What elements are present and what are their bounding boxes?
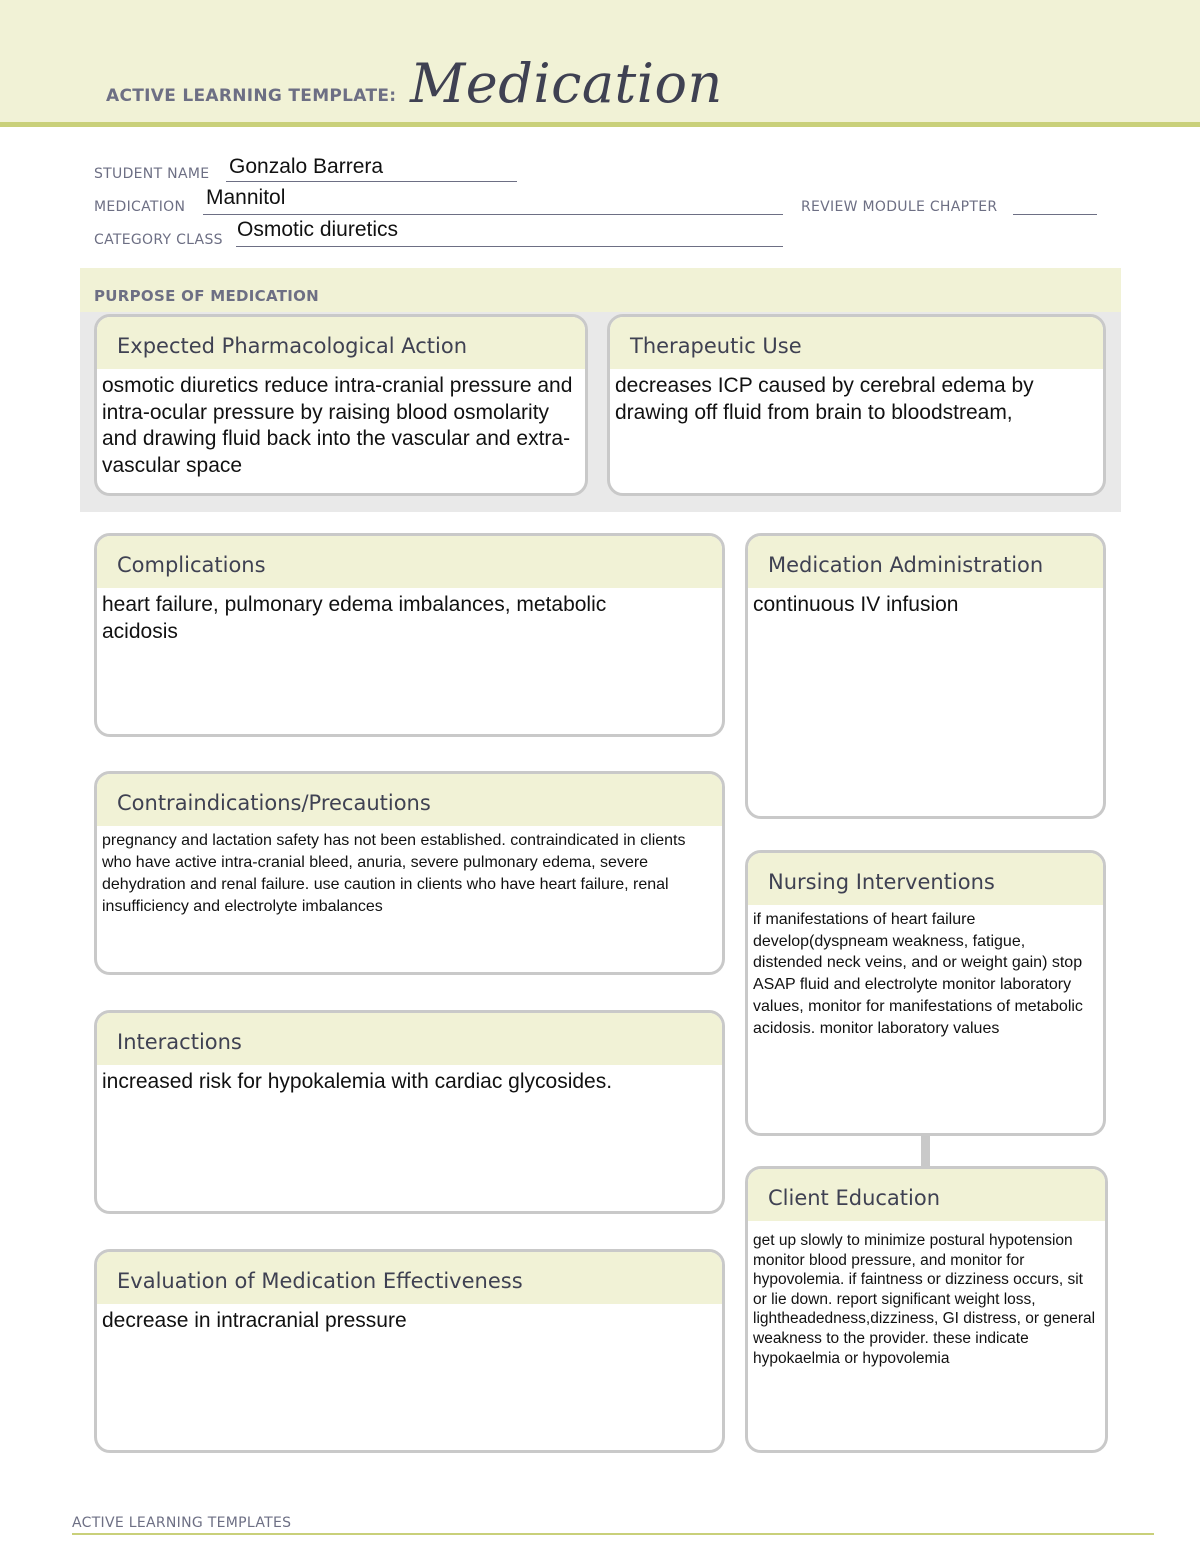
interactions-box — [94, 1010, 725, 1214]
nursing-interventions-text[interactable]: if manifestations of heart failure develop(dyspneam weakness, fatigue, distended neck veins, and or weight gain) stop ASAP fluid and electrolyte monitor laboratory values, monitor for manifestations of metabolic acidosis. monitor laboratory values — [753, 911, 1083, 1037]
student-name-label: STUDENT NAME — [94, 166, 210, 182]
header-rule — [0, 122, 1200, 127]
purpose-label: PURPOSE OF MEDICATION — [94, 287, 320, 305]
interactions-text[interactable]: increased risk for hypokalemia with cardiac glycosides. — [102, 1070, 613, 1093]
section-connector — [921, 1134, 930, 1166]
expected-action-title: Expected Pharmacological Action — [97, 317, 585, 369]
review-module-chapter-label: REVIEW MODULE CHAPTER — [801, 199, 998, 215]
complications-title: Complications — [97, 536, 722, 588]
category-class-line — [236, 246, 783, 247]
evaluation-title: Evaluation of Medication Effectiveness — [97, 1252, 722, 1304]
therapeutic-use-title: Therapeutic Use — [610, 317, 1103, 369]
medication-line — [203, 214, 783, 215]
client-education-box — [745, 1166, 1108, 1453]
category-class-label: CATEGORY CLASS — [94, 232, 223, 248]
contraindications-text[interactable]: pregnancy and lactation safety has not been established. contraindicated in clients who have active intra-cranial bleed, anuria, severe pulmonary edema, severe dehydration and renal failure. use caution in clients who have heart failure, renal insufficiency and electrolyte imbalances — [102, 832, 686, 915]
template-title: Medication — [410, 52, 723, 115]
expected-action-text[interactable]: osmotic diuretics reduce intra-cranial pressure and intra-ocular pressure by raising blood osmolarity and drawing fluid back into the vascular and extra-vascular space — [102, 374, 573, 477]
client-education-text[interactable]: get up slowly to minimize postural hypotension monitor blood pressure, and monitor for hypovolemia. if faintness or dizziness occurs, sit or lie down. report significant weight loss, lightheadedness,dizziness, GI distress, or general weakness to the provider. these indicate hypokaelmia or hypovolemia — [753, 1232, 1096, 1367]
contraindications-title: Contraindications/Precautions — [97, 774, 722, 826]
nursing-interventions-title: Nursing Interventions — [748, 853, 1103, 905]
footer-rule — [72, 1533, 1154, 1535]
administration-text[interactable]: continuous IV infusion — [753, 593, 959, 616]
administration-title: Medication Administration — [748, 536, 1103, 588]
medication-field[interactable]: Mannitol — [206, 186, 286, 209]
template-label: ACTIVE LEARNING TEMPLATE: — [106, 86, 397, 106]
category-class-field[interactable]: Osmotic diuretics — [237, 218, 399, 241]
student-name-field[interactable]: Gonzalo Barrera — [229, 155, 384, 178]
evaluation-box — [94, 1249, 725, 1453]
therapeutic-use-text[interactable]: decreases ICP caused by cerebral edema by drawing off fluid from brain to bloodstream, — [615, 374, 1034, 424]
complications-box — [94, 533, 725, 737]
interactions-title: Interactions — [97, 1013, 722, 1065]
therapeutic-use-box — [607, 314, 1106, 496]
medication-label: MEDICATION — [94, 199, 186, 215]
review-module-chapter-line — [1013, 214, 1097, 215]
client-education-title: Client Education — [748, 1169, 1105, 1221]
administration-box — [745, 533, 1106, 819]
evaluation-text[interactable]: decrease in intracranial pressure — [102, 1309, 407, 1332]
student-name-line — [226, 181, 517, 182]
expected-action-box — [94, 314, 588, 496]
complications-text[interactable]: heart failure, pulmonary edema imbalances, metabolic acidosis — [102, 593, 607, 643]
nursing-interventions-box — [745, 850, 1106, 1136]
contraindications-box — [94, 771, 725, 975]
footer-label: ACTIVE LEARNING TEMPLATES — [72, 1515, 292, 1531]
